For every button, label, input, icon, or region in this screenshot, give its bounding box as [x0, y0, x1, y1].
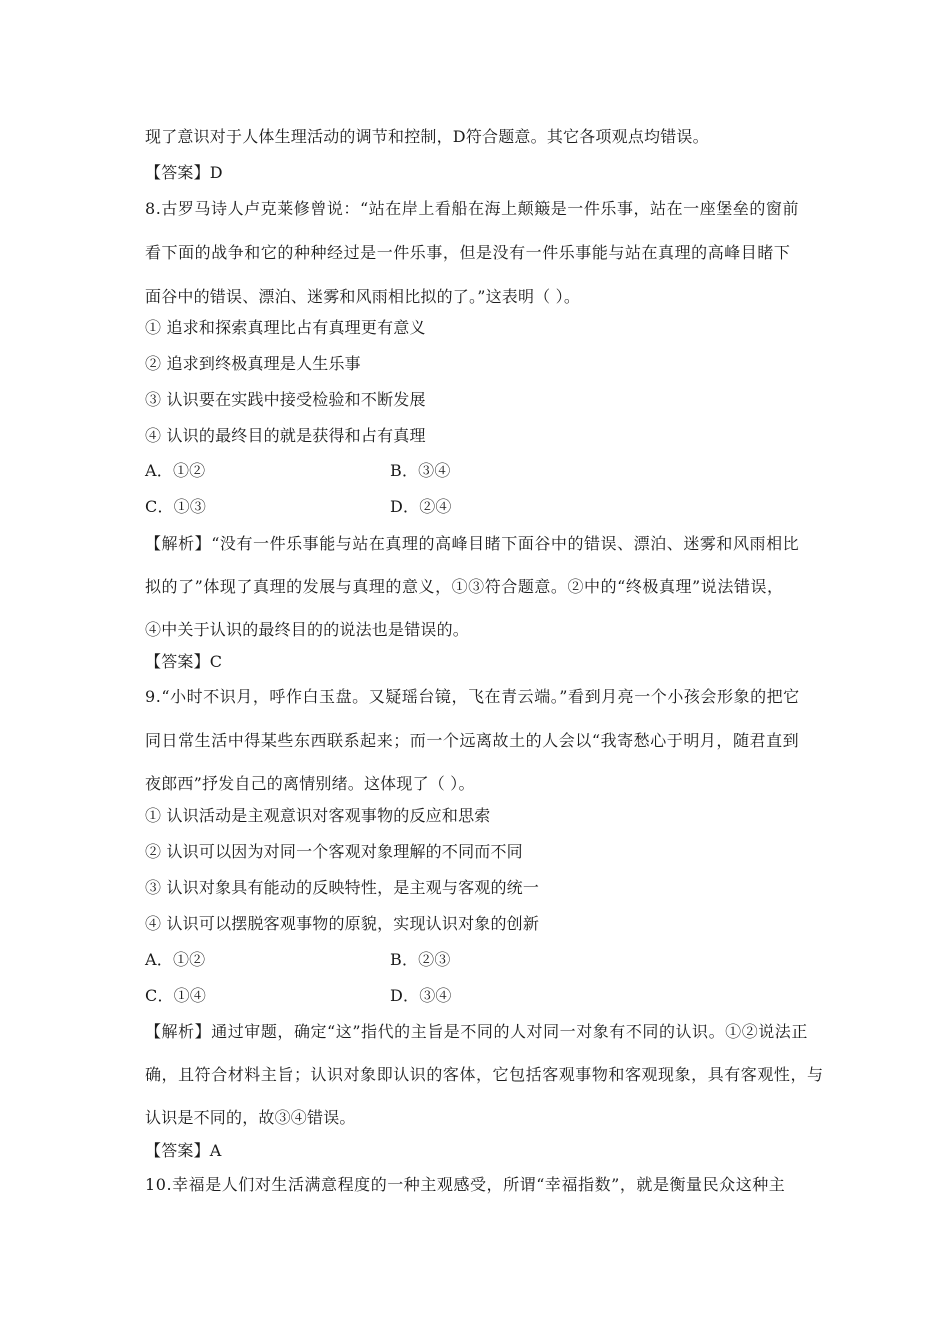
q8-option-c: C．①③	[145, 497, 207, 516]
q8-analysis-line-1: 【解析】“没有一件乐事能与站在真理的高峰目睹下面谷中的错误、漂泊、迷雾和风雨相比	[145, 534, 800, 553]
q8-option-b: B．③④	[390, 461, 451, 480]
q8-statement-4: ④ 认识的最终目的就是获得和占有真理	[145, 426, 426, 445]
q9-analysis-line-3: 认识是不同的，故③④错误。	[145, 1108, 356, 1127]
q9-answer: 【答案】A	[145, 1141, 222, 1160]
q9-analysis-line-1: 【解析】通过审题，确定“这”指代的主旨是不同的人对同一对象有不同的认识。①②说法正	[145, 1022, 808, 1041]
q9-statement-2: ② 认识可以因为对同一个客观对象理解的不同而不同	[145, 842, 523, 861]
q9-option-row-2	[145, 986, 452, 1006]
q8-analysis-line-3: ④中关于认识的最终目的的说法也是错误的。	[145, 620, 470, 639]
q9-option-c: C．①④	[145, 986, 207, 1005]
q8-stem-line-3: 面谷中的错误、漂泊、迷雾和风雨相比拟的了。”这表明（ ）。	[145, 287, 581, 306]
q8-option-row-2	[145, 497, 452, 517]
q9-option-d: D．③④	[390, 986, 452, 1005]
q8-statement-1: ① 追求和探索真理比占有真理更有意义	[145, 318, 426, 337]
q7-answer: 【答案】D	[145, 163, 223, 182]
q8-analysis-line-2: 拟的了”体现了真理的发展与真理的意义，①③符合题意。②中的“终极真理”说法错误，	[145, 577, 784, 596]
q9-option-b: B．②③	[390, 950, 451, 969]
q9-statement-3: ③ 认识对象具有能动的反映特性，是主观与客观的统一	[145, 878, 540, 897]
q8-option-a: A．①②	[145, 461, 206, 480]
q9-statement-4: ④ 认识可以摆脱客观事物的原貌，实现认识对象的创新	[145, 914, 540, 933]
q9-stem-line-3: 夜郎西”抒发自己的离情别绪。这体现了（ ）。	[145, 774, 475, 793]
q10-stem-line-1: 10.幸福是人们对生活满意程度的一种主观感受，所谓“幸福指数”，就是衡量民众这种主	[145, 1175, 786, 1194]
q9-option-row-1	[145, 950, 451, 970]
q9-statement-1: ① 认识活动是主观意识对客观事物的反应和思索	[145, 806, 491, 825]
q9-analysis-line-2: 确，且符合材料主旨；认识对象即认识的客体，它包括客观事物和客观现象，具有客观性，与	[145, 1065, 824, 1084]
q8-statement-2: ② 追求到终极真理是人生乐事	[145, 354, 361, 373]
q8-option-row-1	[145, 461, 451, 481]
q9-stem-line-2: 同日常生活中得某些东西联系起来；而一个远离故土的人会以“我寄愁心于明月，随君直到	[145, 731, 800, 750]
q8-option-d: D．②④	[390, 497, 452, 516]
q8-statement-3: ③ 认识要在实践中接受检验和不断发展	[145, 390, 426, 409]
q9-option-a: A．①②	[145, 950, 206, 969]
q8-stem-line-1: 8.古罗马诗人卢克莱修曾说：“站在岸上看船在海上颠簸是一件乐事，站在一座堡垒的窗前	[145, 199, 799, 218]
q9-stem-line-1: 9.“小时不识月，呼作白玉盘。又疑瑶台镜，飞在青云端。”看到月亮一个小孩会形象的把它	[145, 687, 800, 706]
q7-analysis-tail: 现了意识对于人体生理活动的调节和控制，D符合题意。其它各项观点均错误。	[145, 127, 709, 146]
q8-answer: 【答案】C	[145, 652, 223, 671]
q8-stem-line-2: 看下面的战争和它的种种经过是一件乐事，但是没有一件乐事能与站在真理的高峰目睹下	[145, 243, 791, 262]
